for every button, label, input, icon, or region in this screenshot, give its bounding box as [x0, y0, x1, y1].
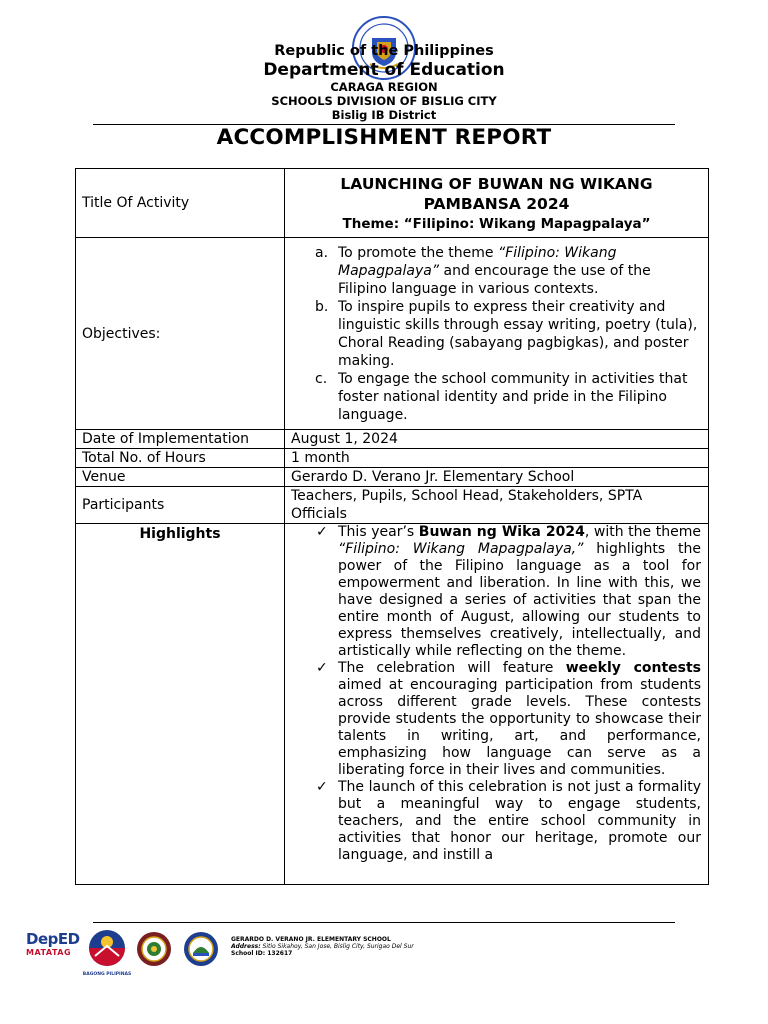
highlight-item: ✓ The launch of this celebration is not just a formality but a meaningful way to engage students, teachers, and the entire school community in activities that honor our heritage, promote our language, and instill a [316, 779, 701, 863]
highlight-item: ✓ The celebration will feature weekly contests aimed at encouraging participation from students across different grade levels. These contests provide students the opportunity to showcase their talents in writing, art, and performance, emphasizing how language can serve as a liberating force in their lives and communities. [316, 660, 702, 778]
republic-line: Republic of the Philippines [274, 43, 494, 59]
objectives-label: Objectives: [76, 238, 285, 430]
hours-row [76, 449, 709, 468]
activity-theme: Theme: “Filipino: Wikang Mapagpalaya” [342, 215, 651, 232]
highlights-label: Highlights [76, 524, 285, 885]
highlights-row [76, 524, 709, 885]
footer-school-id: School ID: 132617 [231, 950, 293, 957]
objective-item: a. To promote the theme “Filipino: Wikang Mapagpalaya” and encourage the use of the Filipino language in various contexts. [315, 244, 651, 297]
title-cell [285, 169, 709, 238]
objective-item: b. To inspire pupils to express their creativity and linguistic skills through essay writing, poetry (tula), Choral Reading (sabayang pagbigkas), and poster making. [315, 298, 698, 369]
title-label: Title Of Activity [76, 169, 285, 238]
checkmark-icon: ✓ [316, 660, 328, 676]
district-line: Bislig IB District [331, 108, 437, 122]
report-table [75, 168, 709, 885]
footer-school-name: GERARDO D. VERANO JR. ELEMENTARY SCHOOL [231, 936, 391, 943]
highlights-list [291, 524, 702, 864]
venue-label: Venue [76, 468, 285, 487]
hours-value: 1 month [285, 449, 709, 468]
letterhead [0, 42, 768, 122]
date-row [76, 430, 709, 449]
participants-label: Participants [76, 487, 285, 524]
hours-label: Total No. of Hours [76, 449, 285, 468]
region-line: CARAGA REGION [330, 80, 438, 94]
highlight-item: ✓ This year’s Buwan ng Wika 2024, with the theme “Filipino: Wikang Mapagpalaya,” highlights the power of the Filipino language as a tool for empowerment and liberation. In line with this, we have designed a series of activities that span the entire month of August, allowing our students to express themselves creatively, intellectually, and artistically while reflecting on the theme. [316, 524, 701, 659]
department-line: Department of Education [263, 60, 505, 80]
title-row [76, 169, 709, 238]
report-title: ACCOMPLISHMENT REPORT [216, 125, 552, 150]
deped-matatag-logo: DepED MATATAG [26, 930, 80, 957]
venue-value: Gerardo D. Verano Jr. Elementary School [285, 468, 709, 487]
bagong-pilipinas-logo: BAGONG PILIPINAS [82, 928, 132, 976]
participants-row [76, 487, 709, 524]
date-label: Date of Implementation [76, 430, 285, 449]
checkmark-icon: ✓ [316, 524, 328, 540]
bagong-pilipinas-emblem-icon [87, 928, 127, 968]
objective-item: c. To engage the school community in activities that foster national identity and pride in the Filipino language. [315, 370, 688, 423]
participants-value: Teachers, Pupils, School Head, Stakeholders, SPTA Officials [285, 487, 709, 524]
school-seal-logo [136, 931, 172, 967]
highlights-cell [285, 524, 709, 885]
division-line: SCHOOLS DIVISION OF BISLIG CITY [271, 94, 497, 108]
activity-title: LAUNCHING OF BUWAN NG WIKANG PAMBANSA 2024 [340, 174, 653, 213]
checkmark-icon: ✓ [316, 779, 328, 795]
footer-school-info [231, 936, 431, 962]
objectives-cell [285, 238, 709, 430]
footer-divider [93, 922, 675, 923]
objectives-list [291, 244, 702, 424]
venue-row [76, 468, 709, 487]
footer-address: Address: Sitio Sikahoy, San Jose, Bislig City, Surigao Del Sur [231, 943, 414, 950]
objectives-row [76, 238, 709, 430]
division-seal-logo [183, 931, 219, 967]
date-value: August 1, 2024 [285, 430, 709, 449]
